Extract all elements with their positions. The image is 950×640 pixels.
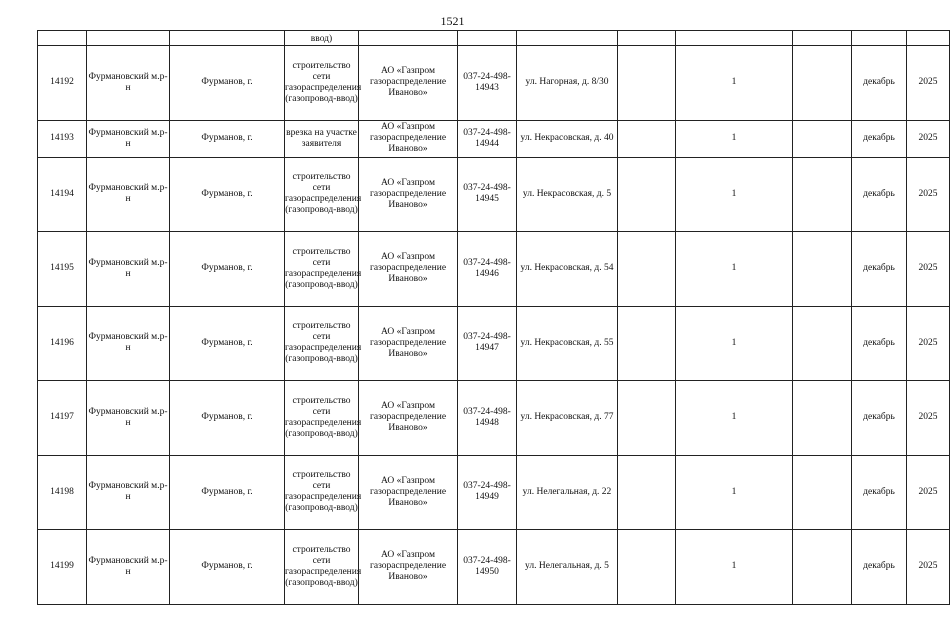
- count-cell: 1: [676, 157, 793, 232]
- row-number-cell: 14196: [38, 306, 87, 381]
- empty-cell: [793, 120, 852, 157]
- district-cell: Фурмановский м.р-н: [87, 455, 170, 530]
- month-cell: декабрь: [852, 157, 907, 232]
- empty-cell: [618, 232, 676, 307]
- empty-cell: [793, 46, 852, 121]
- work-type-cell: строительство сети газораспределения (газопровод-ввод): [285, 46, 359, 121]
- year-cell: 2025: [907, 381, 950, 456]
- row-number-cell: 14198: [38, 455, 87, 530]
- row-number-cell: 14195: [38, 232, 87, 307]
- address-cell: ул. Нелегальная, д. 22: [517, 455, 618, 530]
- address-cell: ул. Некрасовская, д. 40: [517, 120, 618, 157]
- work-type-cell: строительство сети газораспределения (газопровод-ввод): [285, 530, 359, 605]
- year-cell: 2025: [907, 530, 950, 605]
- year-cell: 2025: [907, 46, 950, 121]
- empty-cell: [618, 157, 676, 232]
- address-cell: ул. Нелегальная, д. 5: [517, 530, 618, 605]
- count-cell: 1: [676, 455, 793, 530]
- organization-cell: АО «Газпром газораспределение Иваново»: [359, 157, 458, 232]
- month-cell: декабрь: [852, 306, 907, 381]
- year-cell: 2025: [907, 157, 950, 232]
- empty-cell: [793, 381, 852, 456]
- row-number-cell: 14194: [38, 157, 87, 232]
- month-cell: декабрь: [852, 120, 907, 157]
- work-type-cell: строительство сети газораспределения (газопровод-ввод): [285, 306, 359, 381]
- month-cell: декабрь: [852, 530, 907, 605]
- object-code-cell: 037-24-498-14946: [458, 232, 517, 307]
- month-cell: декабрь: [852, 46, 907, 121]
- row-number-cell: 14192: [38, 46, 87, 121]
- table-row: [38, 46, 950, 121]
- district-cell: Фурмановский м.р-н: [87, 46, 170, 121]
- district-cell: Фурмановский м.р-н: [87, 306, 170, 381]
- empty-cell: [618, 530, 676, 605]
- address-cell: ул. Нагорная, д. 8/30: [517, 46, 618, 121]
- object-code-cell: 037-24-498-14944: [458, 120, 517, 157]
- year-cell: 2025: [907, 120, 950, 157]
- locality-cell: Фурманов, г.: [170, 455, 285, 530]
- empty-cell: [618, 120, 676, 157]
- work-type-cell: ввод): [285, 31, 359, 46]
- district-cell: Фурмановский м.р-н: [87, 530, 170, 605]
- locality-cell: Фурманов, г.: [170, 120, 285, 157]
- organization-cell: АО «Газпром газораспределение Иваново»: [359, 120, 458, 157]
- object-code-cell: 037-24-498-14943: [458, 46, 517, 121]
- district-cell: Фурмановский м.р-н: [87, 381, 170, 456]
- count-cell: 1: [676, 306, 793, 381]
- address-cell: ул. Некрасовская, д. 55: [517, 306, 618, 381]
- locality-cell: Фурманов, г.: [170, 530, 285, 605]
- district-cell: Фурмановский м.р-н: [87, 232, 170, 307]
- object-code-cell: 037-24-498-14950: [458, 530, 517, 605]
- work-type-cell: врезка на участке заявителя: [285, 120, 359, 157]
- object-code-cell: 037-24-498-14947: [458, 306, 517, 381]
- organization-cell: АО «Газпром газораспределение Иваново»: [359, 455, 458, 530]
- count-cell: 1: [676, 381, 793, 456]
- empty-cell: [793, 530, 852, 605]
- empty-cell: [618, 46, 676, 121]
- empty-cell: [793, 232, 852, 307]
- count-cell: 1: [676, 530, 793, 605]
- locality-cell: Фурманов, г.: [170, 306, 285, 381]
- work-type-cell: строительство сети газораспределения (газопровод-ввод): [285, 232, 359, 307]
- row-number-cell: 14197: [38, 381, 87, 456]
- work-type-cell: строительство сети газораспределения (газопровод-ввод): [285, 455, 359, 530]
- empty-cell: [793, 455, 852, 530]
- address-cell: ул. Некрасовская, д. 54: [517, 232, 618, 307]
- empty-cell: [793, 157, 852, 232]
- table-row: [38, 157, 950, 232]
- row-number-cell: 14193: [38, 120, 87, 157]
- row-number-cell: 14199: [38, 530, 87, 605]
- page-number: 1521: [440, 14, 465, 28]
- locality-cell: Фурманов, г.: [170, 381, 285, 456]
- count-cell: 1: [676, 232, 793, 307]
- address-cell: ул. Некрасовская, д. 77: [517, 381, 618, 456]
- year-cell: 2025: [907, 232, 950, 307]
- month-cell: декабрь: [852, 455, 907, 530]
- locality-cell: Фурманов, г.: [170, 157, 285, 232]
- locality-cell: Фурманов, г.: [170, 46, 285, 121]
- year-cell: 2025: [907, 455, 950, 530]
- month-cell: декабрь: [852, 232, 907, 307]
- work-type-cell: строительство сети газораспределения (газопровод-ввод): [285, 381, 359, 456]
- count-cell: 1: [676, 120, 793, 157]
- organization-cell: АО «Газпром газораспределение Иваново»: [359, 46, 458, 121]
- work-type-cell: строительство сети газораспределения (газопровод-ввод): [285, 157, 359, 232]
- organization-cell: АО «Газпром газораспределение Иваново»: [359, 530, 458, 605]
- year-cell: 2025: [907, 306, 950, 381]
- district-cell: Фурмановский м.р-н: [87, 157, 170, 232]
- organization-cell: АО «Газпром газораспределение Иваново»: [359, 381, 458, 456]
- continued-row: [38, 31, 950, 46]
- empty-cell: [793, 306, 852, 381]
- object-code-cell: 037-24-498-14945: [458, 157, 517, 232]
- table-row: [38, 232, 950, 307]
- address-cell: ул. Некрасовская, д. 5: [517, 157, 618, 232]
- table-row: [38, 306, 950, 381]
- organization-cell: АО «Газпром газораспределение Иваново»: [359, 306, 458, 381]
- object-code-cell: 037-24-498-14949: [458, 455, 517, 530]
- month-cell: декабрь: [852, 381, 907, 456]
- empty-cell: [618, 381, 676, 456]
- table-row: [38, 530, 950, 605]
- empty-cell: [618, 455, 676, 530]
- table-row: [38, 381, 950, 456]
- locality-cell: Фурманов, г.: [170, 232, 285, 307]
- table-body: [38, 31, 950, 605]
- table-row: [38, 455, 950, 530]
- count-cell: 1: [676, 46, 793, 121]
- gasification-table: [37, 30, 950, 605]
- district-cell: Фурмановский м.р-н: [87, 120, 170, 157]
- table-row: [38, 120, 950, 157]
- object-code-cell: 037-24-498-14948: [458, 381, 517, 456]
- empty-cell: [618, 306, 676, 381]
- organization-cell: АО «Газпром газораспределение Иваново»: [359, 232, 458, 307]
